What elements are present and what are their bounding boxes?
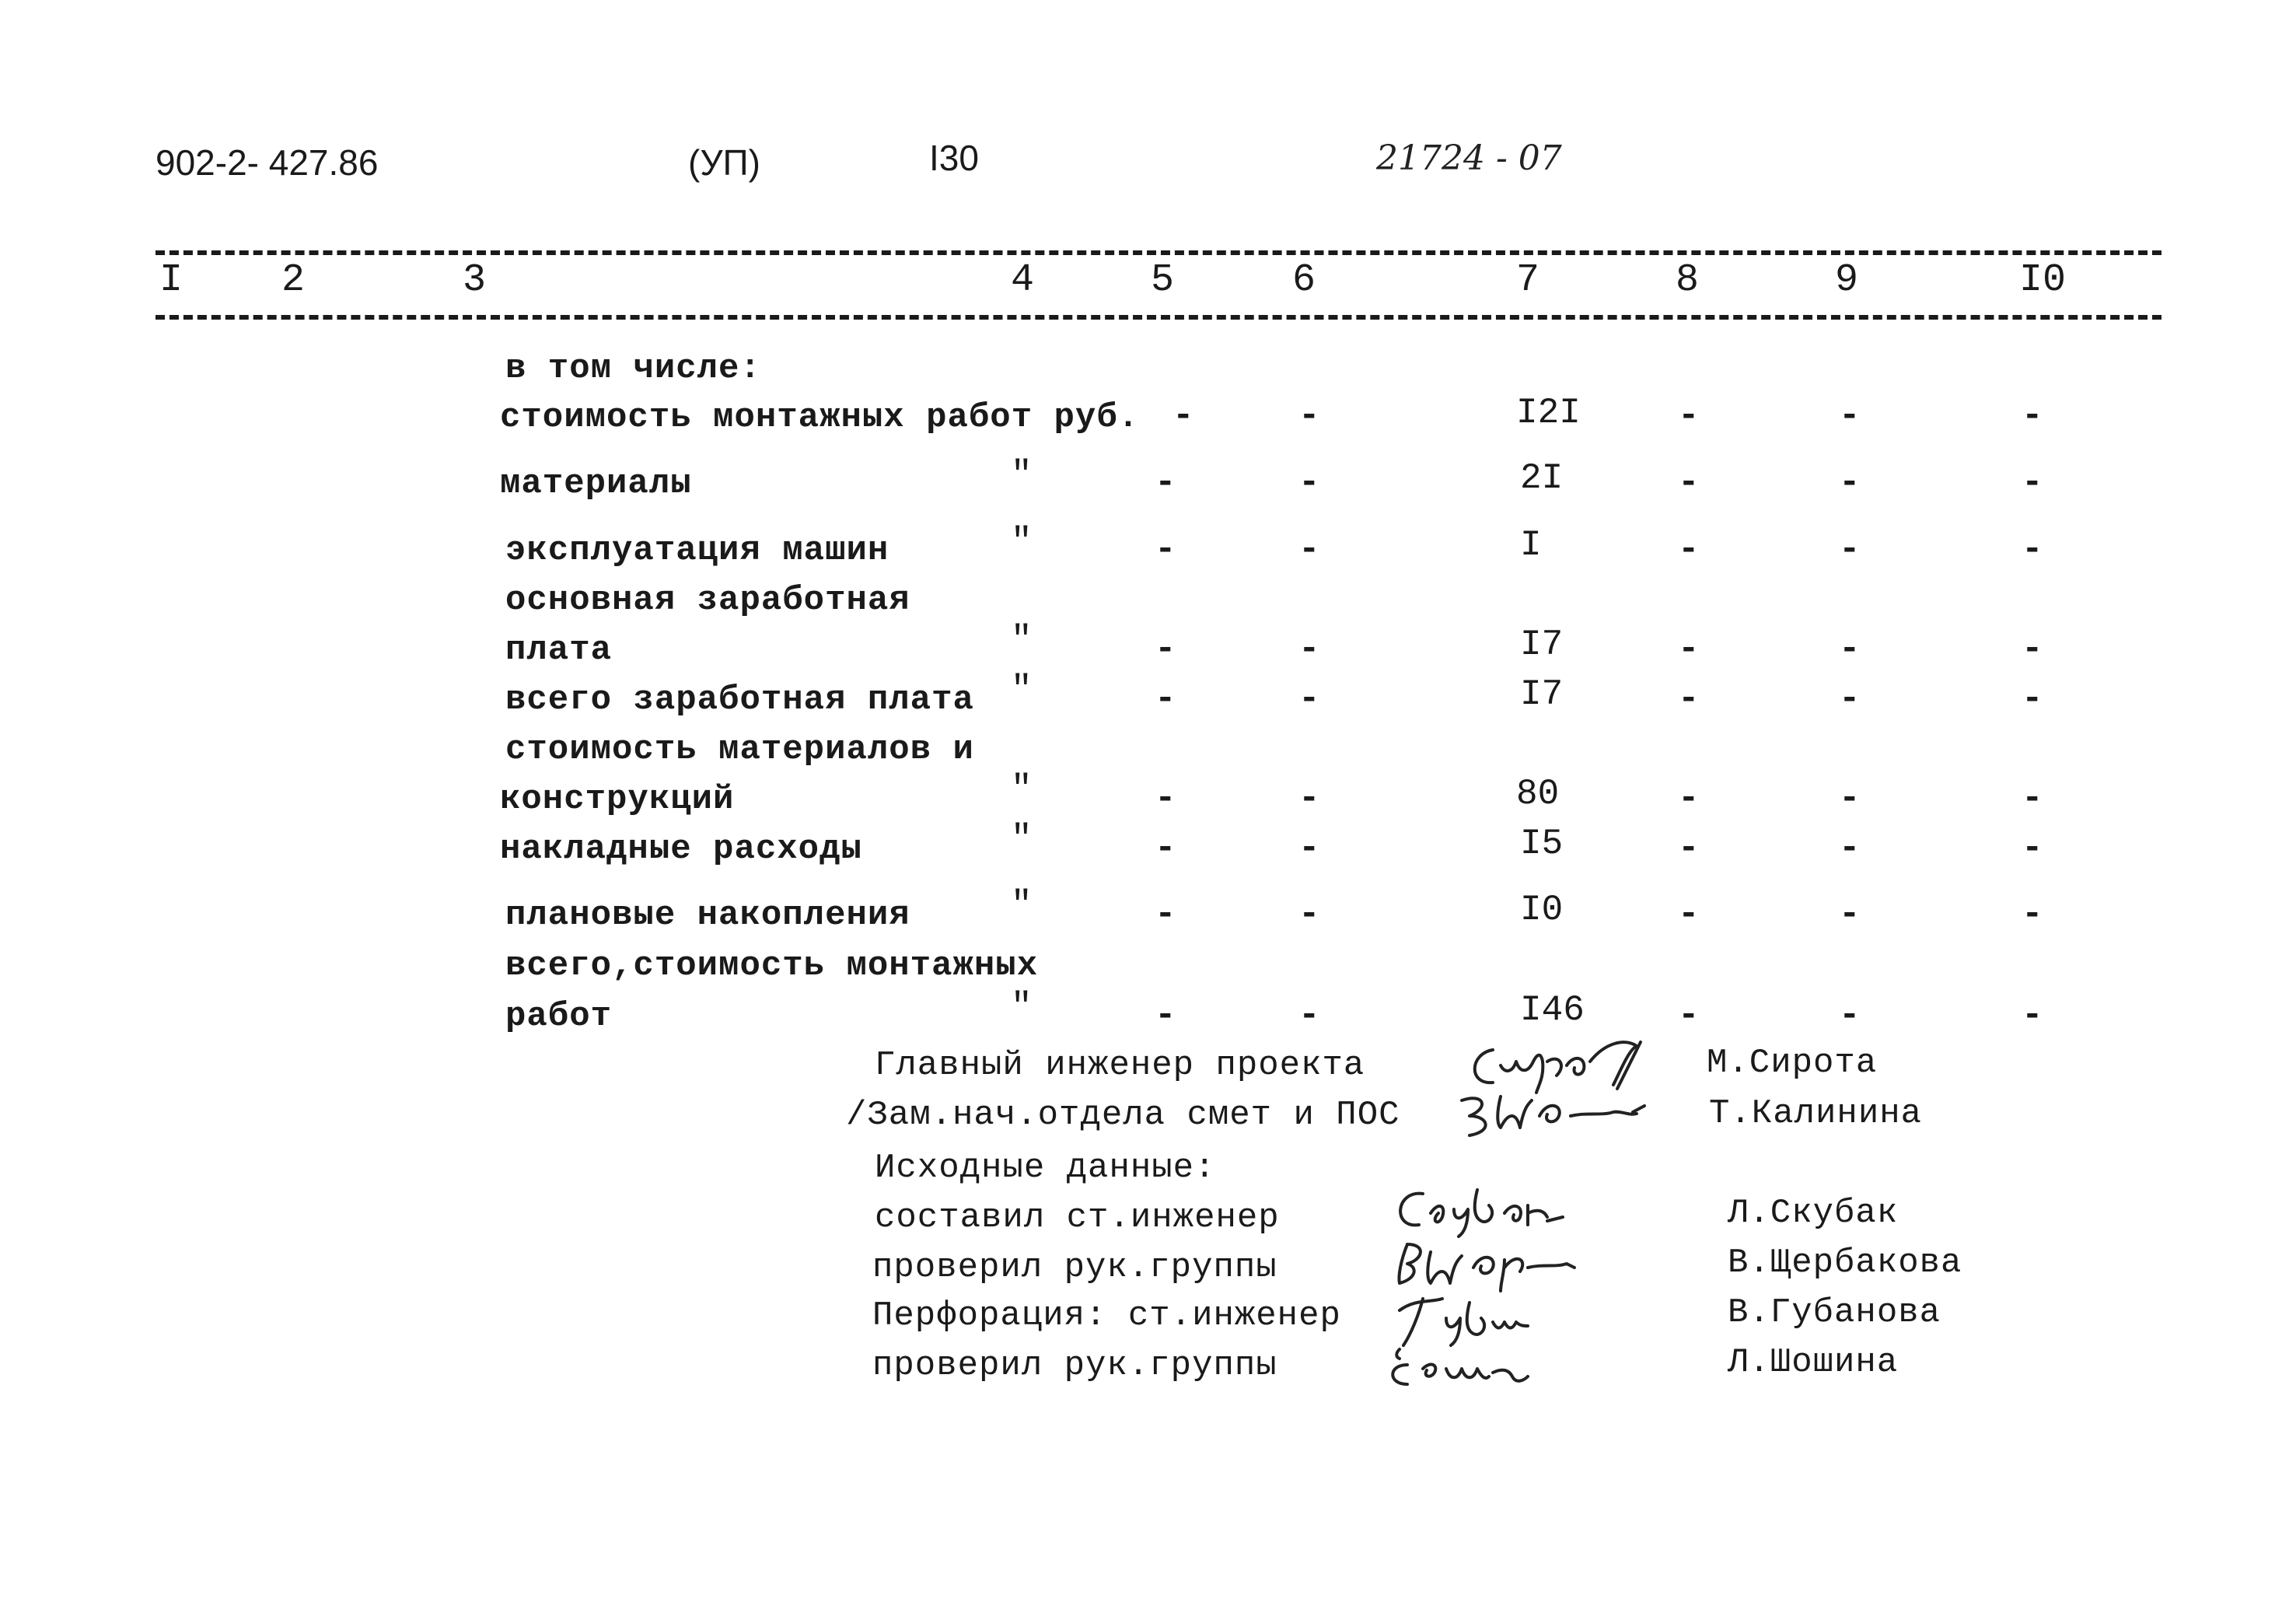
handwritten-signature-kalinina bbox=[1454, 1085, 1656, 1139]
handwritten-number: 21724 - 07 bbox=[1376, 138, 1562, 178]
cell-col7: I7 bbox=[1520, 624, 1564, 665]
cell-col9: - bbox=[1839, 995, 1861, 1036]
cell-col9: - bbox=[1839, 894, 1861, 935]
column-header-top-rule bbox=[156, 250, 2161, 255]
cell-col9: - bbox=[1839, 396, 1861, 436]
signature-name: Л.Шошина bbox=[1728, 1343, 1899, 1382]
cell-col7: 2I bbox=[1520, 458, 1564, 498]
cell-col7: I0 bbox=[1520, 890, 1564, 930]
cell-col7: I5 bbox=[1520, 824, 1564, 864]
signature-name: Л.Скубак bbox=[1728, 1194, 1899, 1233]
handwritten-signature-skubak bbox=[1388, 1182, 1567, 1236]
signature-name: М.Сирота bbox=[1707, 1044, 1878, 1083]
signature-name: В.Щербакова bbox=[1728, 1243, 1962, 1282]
signature-role: Перфорация: ст.инженер bbox=[872, 1296, 1341, 1335]
cell-col6: - bbox=[1298, 463, 1320, 503]
column-header: 8 bbox=[1676, 258, 1700, 303]
column-header: I0 bbox=[2019, 258, 2067, 303]
cell-unit: " bbox=[1011, 987, 1033, 1027]
signature-role: проверил рук.группы bbox=[872, 1248, 1277, 1287]
page-number: I30 bbox=[929, 138, 979, 178]
cell-unit: " bbox=[1011, 620, 1033, 660]
handwritten-signature-shcherbakova bbox=[1388, 1236, 1590, 1291]
signature-role: Главный инженер проекта bbox=[875, 1046, 1365, 1085]
cell-col9: - bbox=[1839, 629, 1861, 670]
cell-col5: - bbox=[1172, 396, 1194, 436]
cell-col10: - bbox=[2022, 530, 2043, 570]
cell-col6: - bbox=[1298, 828, 1320, 869]
cell-col10: - bbox=[2022, 778, 2043, 819]
cell-col5: - bbox=[1155, 995, 1176, 1036]
cell-unit: " bbox=[1011, 522, 1033, 562]
cell-col6: - bbox=[1298, 530, 1320, 570]
cell-col10: - bbox=[2022, 995, 2043, 1036]
signature-role: /Зам.нач.отдела смет и ПОС bbox=[846, 1096, 1400, 1135]
cell-col10: - bbox=[2022, 679, 2043, 719]
cell-col5: - bbox=[1155, 679, 1176, 719]
cell-col7: I bbox=[1520, 525, 1542, 565]
row-label: конструкций bbox=[500, 780, 735, 819]
column-header: 9 bbox=[1835, 258, 1859, 303]
row-label: материалы bbox=[500, 464, 692, 503]
cell-col7: I46 bbox=[1520, 990, 1585, 1030]
cell-col6: - bbox=[1298, 679, 1320, 719]
cell-col5: - bbox=[1155, 778, 1176, 819]
cell-col8: - bbox=[1678, 396, 1700, 436]
cell-col10: - bbox=[2022, 396, 2043, 436]
signature-name: Т.Калинина bbox=[1709, 1094, 1923, 1133]
cell-col9: - bbox=[1839, 778, 1861, 819]
row-label: всего,стоимость монтажных bbox=[505, 946, 1039, 985]
cell-col7: I2I bbox=[1516, 393, 1581, 433]
cell-col9: - bbox=[1839, 679, 1861, 719]
cell-col5: - bbox=[1155, 894, 1176, 935]
signature-role: проверил рук.группы bbox=[872, 1346, 1277, 1385]
column-header-bottom-rule bbox=[156, 315, 2161, 320]
handwritten-signature-shoshina bbox=[1384, 1341, 1539, 1396]
signature-name: В.Губанова bbox=[1728, 1293, 1941, 1332]
cell-col10: - bbox=[2022, 463, 2043, 503]
column-header: 2 bbox=[281, 258, 306, 303]
cell-col8: - bbox=[1678, 894, 1700, 935]
cell-col9: - bbox=[1839, 530, 1861, 570]
cell-col5: - bbox=[1155, 828, 1176, 869]
row-label: накладные расходы bbox=[500, 830, 862, 869]
cell-col6: - bbox=[1298, 396, 1320, 436]
cell-col10: - bbox=[2022, 894, 2043, 935]
signature-section-title: Исходные данные: bbox=[875, 1149, 1216, 1188]
row-label: стоимость материалов и bbox=[505, 730, 974, 769]
row-label: стоимость монтажных работ руб. bbox=[500, 398, 1140, 437]
cell-col6: - bbox=[1298, 894, 1320, 935]
row-label: плата bbox=[505, 631, 613, 670]
column-header: 5 bbox=[1151, 258, 1175, 303]
cell-unit: " bbox=[1011, 769, 1033, 810]
cell-unit: " bbox=[1011, 670, 1033, 710]
cell-col8: - bbox=[1678, 629, 1700, 670]
cell-col8: - bbox=[1678, 530, 1700, 570]
row-label: эксплуатация машин bbox=[505, 531, 889, 570]
section-code: (УП) bbox=[688, 142, 760, 183]
document-code: 902-2- 427.86 bbox=[156, 142, 379, 183]
cell-col8: - bbox=[1678, 828, 1700, 869]
cell-col8: - bbox=[1678, 463, 1700, 503]
cell-col6: - bbox=[1298, 629, 1320, 670]
cell-col6: - bbox=[1298, 778, 1320, 819]
column-header: I bbox=[159, 258, 183, 303]
cell-unit: " bbox=[1011, 819, 1033, 859]
cell-col10: - bbox=[2022, 629, 2043, 670]
column-header: 3 bbox=[463, 258, 487, 303]
cell-unit: " bbox=[1011, 885, 1033, 925]
signature-role: составил ст.инженер bbox=[875, 1198, 1280, 1237]
row-label: всего заработная плата bbox=[505, 680, 974, 719]
row-label: основная заработная bbox=[505, 581, 910, 620]
column-header: 4 bbox=[1011, 258, 1035, 303]
row-label: работ bbox=[505, 997, 613, 1036]
cell-col9: - bbox=[1839, 463, 1861, 503]
cell-col5: - bbox=[1155, 530, 1176, 570]
cell-col9: - bbox=[1839, 828, 1861, 869]
cell-col5: - bbox=[1155, 629, 1176, 670]
row-label: плановые накопления bbox=[505, 896, 910, 935]
cell-unit: " bbox=[1011, 455, 1033, 495]
cell-col8: - bbox=[1678, 679, 1700, 719]
cell-col10: - bbox=[2022, 828, 2043, 869]
row-label: в том числе: bbox=[505, 349, 761, 388]
cell-col7: 80 bbox=[1516, 774, 1560, 814]
cell-col8: - bbox=[1678, 778, 1700, 819]
column-header: 7 bbox=[1516, 258, 1540, 303]
cell-col6: - bbox=[1298, 995, 1320, 1036]
column-header: 6 bbox=[1292, 258, 1316, 303]
cell-col7: I7 bbox=[1520, 674, 1564, 715]
cell-col8: - bbox=[1678, 995, 1700, 1036]
cell-col5: - bbox=[1155, 463, 1176, 503]
